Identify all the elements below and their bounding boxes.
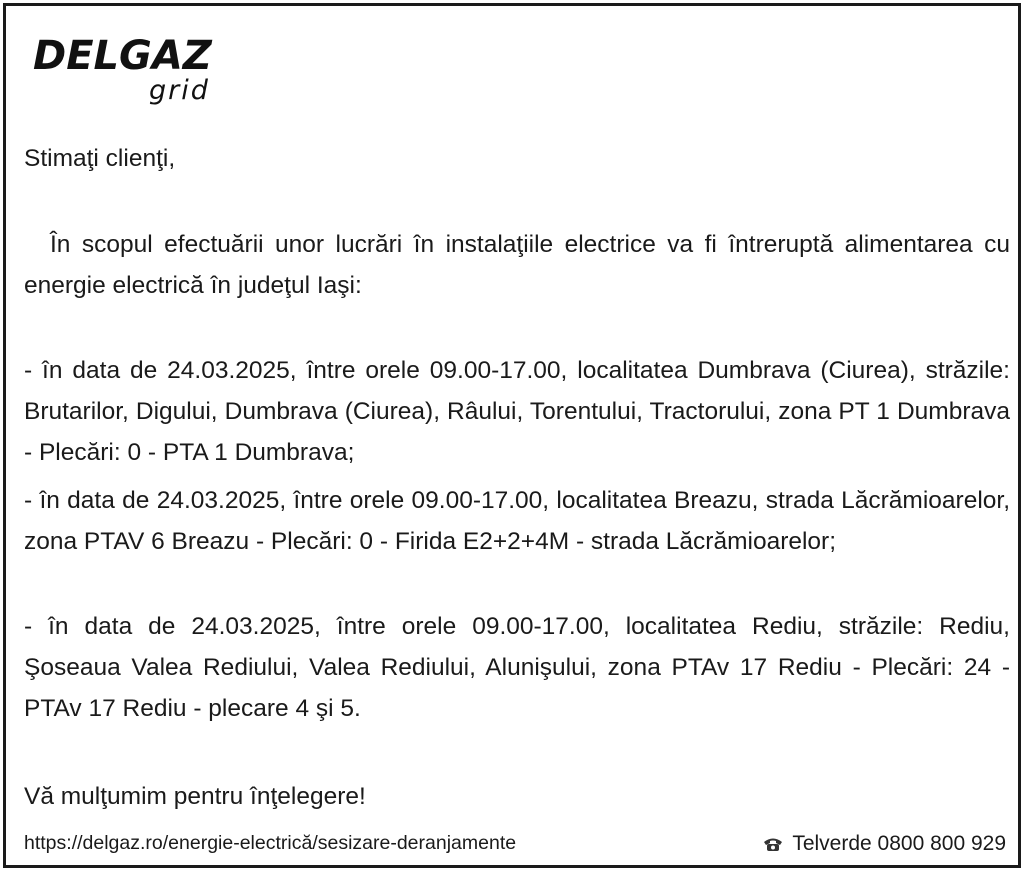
notice-frame xyxy=(3,3,1021,868)
intro-paragraph: În scopul efectuării unor lucrări în instalaţiile electrice va fi întreruptă alimentarea cu energie electrică în judeţul Iaşi: xyxy=(24,231,1010,299)
delgaz-grid-logo xyxy=(33,32,233,112)
list-item: - în data de 24.03.2025, între orele 09.00-17.00, localitatea Breazu, strada Lăcrămioarelor, zona PTAV 6 Breazu - Plecări: 0 - Firida E2+2+4M - strada Lăcrămioarelor; xyxy=(24,487,1010,555)
logo-brand: DELGAZ xyxy=(33,33,212,79)
footer-link[interactable]: https://delgaz.ro/energie-electrică/sesizare-deranjamente xyxy=(24,832,517,854)
greeting: Stimaţi clienţi, xyxy=(24,145,176,172)
logo-sub: grid xyxy=(149,75,210,106)
phone-icon xyxy=(762,836,784,852)
footer-phone xyxy=(762,832,1006,856)
list-item: - în data de 24.03.2025, între orele 09.00-17.00, localitatea Rediu, străzile: Rediu, Şoseaua Valea Rediului, Valea Rediului, Alunişului, zona PTAv 17 Rediu - Plecări: 24 - PTAv 17 Rediu - plecare 4 şi 5. xyxy=(24,613,1010,722)
list-item: - în data de 24.03.2025, între orele 09.00-17.00, localitatea Dumbrava (Ciurea), străzile: Brutarilor, Digului, Dumbrava (Ciurea), Râului, Torentului, Tractorului, zona PT 1 Dumbrava - Plecări: 0 - PTA 1 Dumbrava; xyxy=(24,357,1010,466)
phone-number: Telverde 0800 800 929 xyxy=(792,832,1006,855)
closing-text: Vă mulţumim pentru înţelegere! xyxy=(24,783,366,810)
